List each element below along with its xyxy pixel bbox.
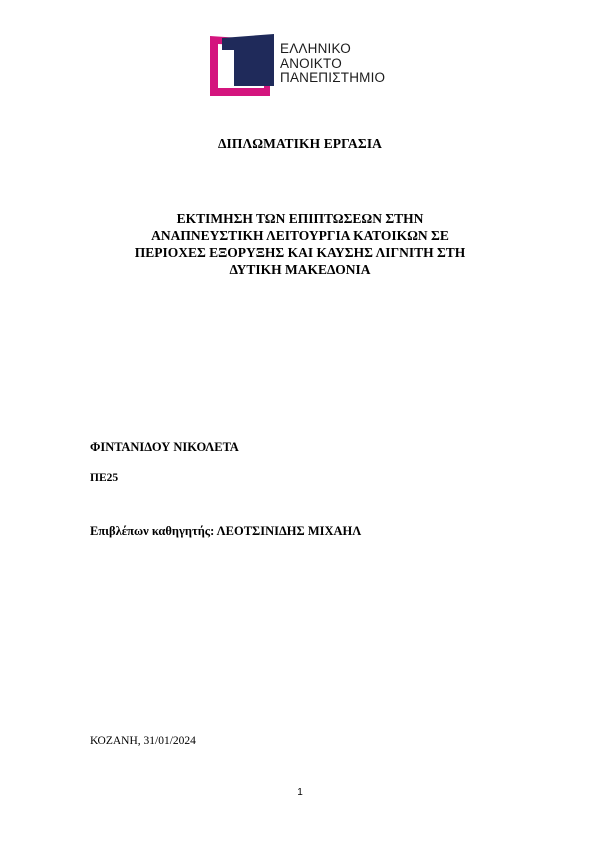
supervisor-line: Επιβλέπων καθηγητής: ΛΕΟΤΣΙΝΙΔΗΣ ΜΙΧΑΗΛ	[90, 524, 362, 538]
logo-mark-icon	[210, 34, 274, 96]
university-logo	[210, 34, 400, 96]
student-code: ΠΕ25	[90, 472, 119, 484]
logo-line-2: ΑΝΟΙΚΤΟ	[280, 55, 342, 71]
page-number: 1	[297, 787, 303, 798]
document-type-heading: ΔΙΠΛΩΜΑΤΙΚΗ ΕΡΓΑΣΙΑ	[217, 136, 383, 151]
logo-line-3: ΠΑΝΕΠΙΣΤΗΜΙΟ	[280, 70, 386, 85]
thesis-title-line: ΠΕΡΙΟΧΕΣ ΕΞΟΡΥΞΗΣ ΚΑΙ ΚΑΥΣΗΣ ΛΙΓΝΙΤΗ ΣΤΗ	[134, 245, 466, 260]
logo-line-1: ΕΛΛΗΝΙΚΟ	[280, 41, 351, 56]
thesis-title	[100, 210, 500, 278]
logo-wordmark	[280, 42, 385, 86]
thesis-title-line: ΑΝΑΠΝΕΥΣΤΙΚΗ ΛΕΙΤΟΥΡΓΙΑ ΚΑΤΟΙΚΩΝ ΣΕ	[151, 228, 449, 243]
author-name: ΦΙΝΤΑΝΙΔΟΥ ΝΙΚΟΛΕΤΑ	[90, 440, 239, 454]
thesis-title-line: ΔΥΤΙΚΗ ΜΑΚΕΔΟΝΙΑ	[229, 262, 371, 277]
place-date: ΚΟΖΑΝΗ, 31/01/2024	[90, 735, 196, 747]
thesis-title-line: ΕΚΤΙΜΗΣΗ ΤΩΝ ΕΠΙΠΤΩΣΕΩΝ ΣΤΗΝ	[176, 211, 424, 226]
